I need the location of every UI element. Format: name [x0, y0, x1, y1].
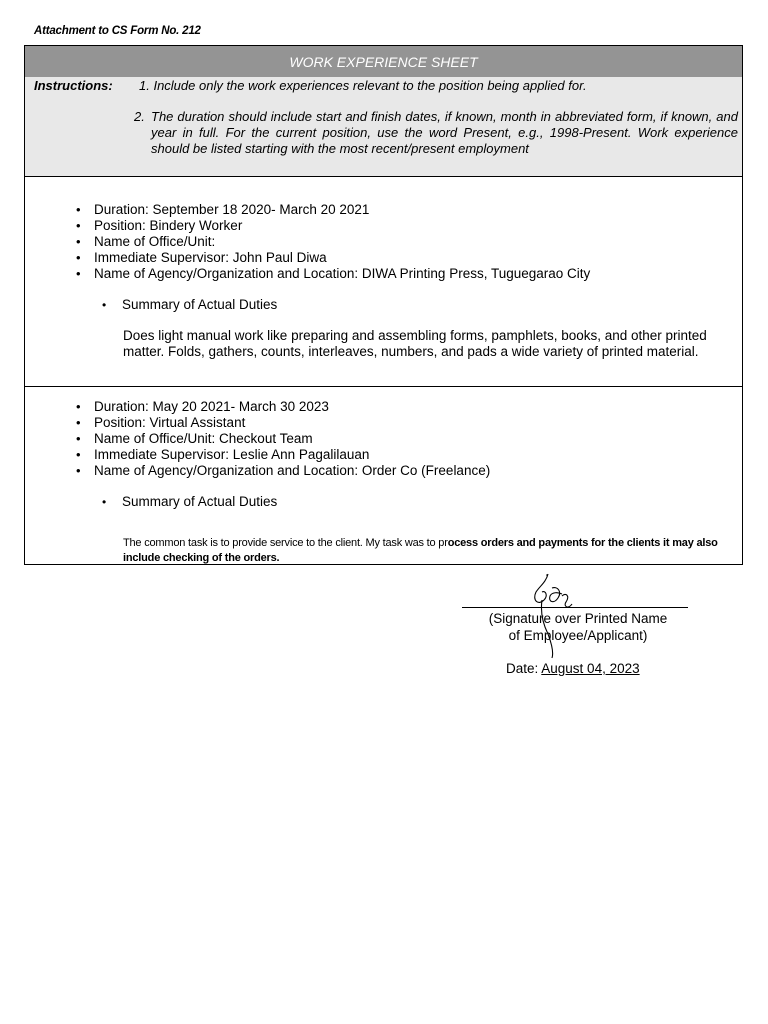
- instruction-2: [134, 109, 738, 157]
- duties-text: Does light manual work like preparing and assembling forms, pamphlets, books, and other printed matter. Folds, gathers, counts, interleaves, numbers, and pads a wide variety of printed material.: [123, 328, 707, 359]
- entry-duration: • Duration: September 18 2020- March 20 2021: [74, 202, 590, 218]
- entry-position: • Position: Bindery Worker: [74, 218, 590, 234]
- date-value: August 04, 2023: [541, 661, 640, 676]
- work-experience-sheet: [24, 45, 743, 565]
- entry-agency: • Name of Agency/Organization and Location: Order Co (Freelance): [74, 463, 490, 479]
- sheet-title: WORK EXPERIENCE SHEET: [25, 46, 742, 78]
- entry-fields: [74, 399, 490, 479]
- entry-agency: • Name of Agency/Organization and Location: DIWA Printing Press, Tuguegarao City: [74, 266, 590, 282]
- entry-office: • Name of Office/Unit:: [74, 234, 590, 250]
- duties-text-plain: The common task is to provide service to the client. My task was to pr: [123, 537, 448, 549]
- instructions-section: [25, 77, 742, 177]
- duties-text: [123, 536, 729, 566]
- signature-caption: [478, 610, 678, 644]
- instruction-2-number: 2.: [134, 109, 145, 124]
- signature-caption-line-2: of Employee/Applicant): [508, 628, 648, 643]
- entry-duration: • Duration: May 20 2021- March 30 2023: [74, 399, 490, 415]
- date-row: [506, 661, 640, 676]
- attachment-label: Attachment to CS Form No. 212: [34, 25, 201, 37]
- summary-label: • Summary of Actual Duties: [102, 494, 277, 510]
- entry-position: • Position: Virtual Assistant: [74, 415, 490, 431]
- work-entry: [25, 387, 742, 565]
- signature-caption-line-1: (Signature over Printed Name: [488, 611, 668, 626]
- entry-supervisor: • Immediate Supervisor: Leslie Ann Pagalilauan: [74, 447, 490, 463]
- duties-text-bold: ocess orders and payments for the clients it may also include checking of the orders.: [123, 537, 718, 564]
- instruction-2-text: The duration should include start and finish dates, if known, month in abbreviated form, if known, and year in full. For the current position, use the word Present, e.g., 1998-Present. Work experience should be listed starting with the most recent/present employment: [151, 109, 738, 156]
- instruction-1: 1. Include only the work experiences relevant to the position being applied for.: [139, 78, 587, 93]
- entry-office: • Name of Office/Unit: Checkout Team: [74, 431, 490, 447]
- entry-fields: [74, 202, 590, 282]
- signature-block: [440, 570, 720, 680]
- entry-supervisor: • Immediate Supervisor: John Paul Diwa: [74, 250, 590, 266]
- date-label: Date:: [506, 661, 542, 676]
- summary-label: • Summary of Actual Duties: [102, 297, 277, 313]
- work-entry: [25, 177, 742, 387]
- instructions-label: Instructions:: [34, 78, 113, 93]
